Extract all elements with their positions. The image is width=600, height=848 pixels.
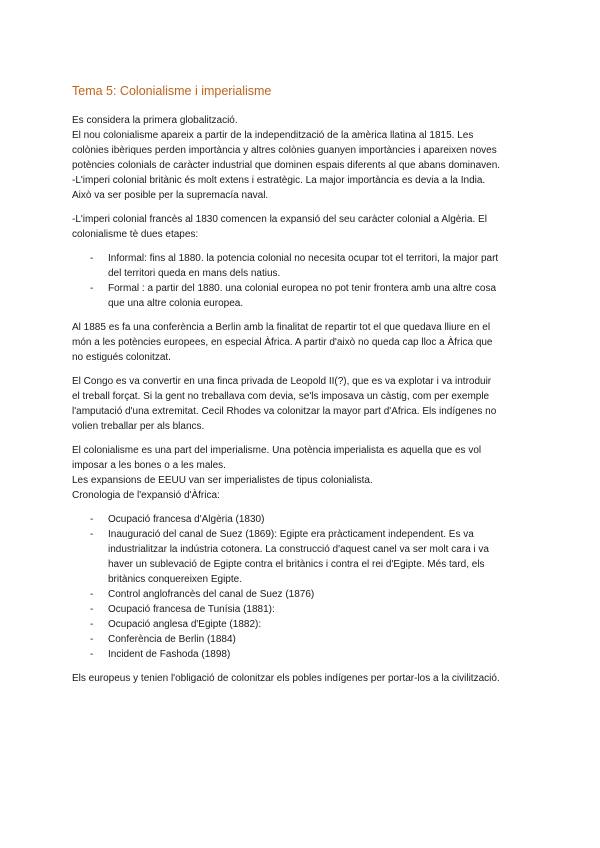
list-item-line: industrialitzar la indústria cotonera. La construcció d'aquest canel va ser molt cara i va <box>108 544 489 555</box>
paragraph-line: l'amputació d'una extremitat. Cecil Rhodes va colonitzar la mayor part d'Africa. Els indígenes no <box>72 406 497 417</box>
paragraph-line: El nou colonialisme apareix a partir de la independització de la amèrica llatina al 1815. Les <box>72 130 474 141</box>
list-item-line: que una altre colonia europea. <box>108 298 244 309</box>
list-bullet: - <box>90 253 94 264</box>
list-item-line: Ocupació anglesa d'Egipte (1882): <box>108 619 262 630</box>
paragraph-line: potències colonials de caràcter industrial que dominen espais diferents al que abans dominaven. <box>72 160 501 171</box>
list-item-line: Inauguració del canal de Suez (1869): Egipte era pràcticament independent. Es va <box>108 529 474 540</box>
list-item-line: britànics conquereixen Egipte. <box>108 574 242 585</box>
page-title: Tema 5: Colonialisme i imperialisme <box>72 84 272 98</box>
list-bullet: - <box>90 514 94 525</box>
list-item-line: Ocupació francesa de Tunísia (1881): <box>108 604 275 615</box>
list-bullet: - <box>90 634 94 645</box>
list-item-line: Conferència de Berlin (1884) <box>108 634 236 645</box>
paragraph-line: el treball forçat. Si la gent no treballava com devia, se'ls imposava un càstig, com per exemple <box>72 391 490 402</box>
paragraph-line: Es considera la primera globalització. <box>72 115 238 126</box>
paragraph-line: Això va ser posible per la supremacía naval. <box>72 190 269 201</box>
paragraph-line: colonialisme tè dues etapes: <box>72 229 199 240</box>
list-item-line: Informal: fins al 1880. la potencia colonial no necesita ocupar tot el territori, la major part <box>108 253 499 264</box>
paragraph-line: Cronologia de l'expansió d'Àfrica: <box>72 490 220 501</box>
paragraph-line: El colonialisme es una part del imperialisme. Una potència imperialista es aquella que es vol <box>72 445 482 456</box>
paragraph-line: Les expansions de EEUU van ser imperialistes de tipus colonialista. <box>72 475 373 486</box>
list-bullet: - <box>90 649 94 660</box>
paragraph-line: no estigués colonitzat. <box>72 352 171 363</box>
list-bullet: - <box>90 529 94 540</box>
list-item-line: Ocupació francesa d'Algèria (1830) <box>108 514 265 525</box>
list-bullet: - <box>90 589 94 600</box>
paragraph-line: Al 1885 es fa una conferència a Berlin amb la finalitat de repartir tot el que quedava lliure en el <box>72 322 491 333</box>
list-item-line: haver un sublevació de Egipte contra el britànics i contra el rei d'Egipte. Més tard, els <box>108 559 485 570</box>
paragraph-line: Els europeus y tenien l'obligació de colonitzar els pobles indígenes per portar-los a la civilització. <box>72 673 500 684</box>
list-bullet: - <box>90 619 94 630</box>
paragraph-line: El Congo es va convertir en una finca privada de Leopold II(?), que es va explotar i va introduir <box>72 376 492 387</box>
paragraph-line: imposar a les bones o a les males. <box>72 460 226 471</box>
paragraph-line: colònies ibèriques perden importància y altres colònies guanyen importàncies i apareixen noves <box>72 145 497 156</box>
paragraph-line: -L'imperi colonial francès al 1830 comencen la expansió del seu caràcter colonial a Algèria. El <box>72 214 487 225</box>
list-item-line: Control anglofrancès del canal de Suez (1876) <box>108 589 315 600</box>
paragraph-line: -L'imperi colonial britànic és molt extens i estratègic. La major importància es devia a la India. <box>72 175 486 186</box>
list-bullet: - <box>90 283 94 294</box>
list-bullet: - <box>90 604 94 615</box>
list-item-line: del territori queda en mans dels natius. <box>108 268 281 279</box>
paragraph-line: món a les potències europees, en especial Àfrica. A partir d'això no queda cap lloc a Àfrica que <box>72 337 493 348</box>
list-item-line: Incident de Fashoda (1898) <box>108 649 231 660</box>
paragraph-line: volien treballar per als blancs. <box>72 421 205 432</box>
list-item-line: Formal : a partir del 1880. una colonial europea no pot tenir frontera amb una altre cosa <box>108 283 497 294</box>
